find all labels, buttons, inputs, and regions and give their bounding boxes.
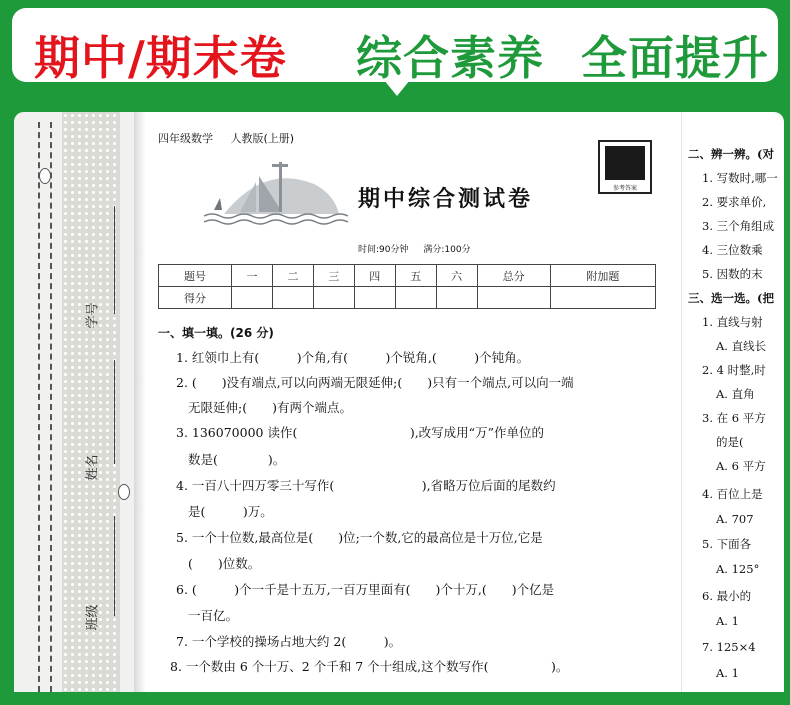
option-line: A. 直角 xyxy=(716,387,755,401)
question-line: 2. 4 时整,时 xyxy=(702,363,766,377)
score-table xyxy=(158,264,656,309)
cut-line-dashed xyxy=(50,122,52,692)
grade-subject-line xyxy=(158,130,308,146)
question-line: 3. 在 6 平方 xyxy=(702,411,766,425)
qr-caption: 参考答案 xyxy=(612,185,637,192)
exam-paper-photo xyxy=(14,112,784,692)
section-2-title: 二、辨一辨。(对 xyxy=(688,147,774,161)
score-cell[interactable] xyxy=(232,287,273,309)
time-score-line xyxy=(358,242,483,255)
section-3-title: 三、选一选。(把 xyxy=(688,291,774,305)
banner-slogan-2: 全面提升 xyxy=(581,31,770,85)
score-table-header-row xyxy=(159,265,656,287)
option-line: A. 1 xyxy=(716,614,739,628)
option-line: A. 1 xyxy=(716,666,739,680)
fill-line xyxy=(114,516,115,616)
table-cell: 四 xyxy=(354,265,395,287)
question-line: 一百亿。 xyxy=(188,608,239,623)
table-cell: 六 xyxy=(436,265,477,287)
question-line: 数是( )。 xyxy=(188,452,286,467)
fill-line xyxy=(114,360,115,464)
question-line: 3. 三个角组成 xyxy=(702,219,775,233)
option-line: A. 125° xyxy=(716,562,760,576)
question-line: 2. ( )没有端点,可以向两端无限延伸;( )只有一个端点,可以向一端 xyxy=(176,375,574,390)
question-line: 4. 一百八十四万零三十写作( ),省略万位后面的尾数约 xyxy=(176,478,556,493)
table-cell: 五 xyxy=(395,265,436,287)
question-line: 3. 136070000 读作( ),改写成用“万”作单位的 xyxy=(176,425,544,440)
fill-line xyxy=(114,206,115,314)
binding-hole-icon xyxy=(118,484,130,500)
score-cell[interactable] xyxy=(273,287,314,309)
score-cell[interactable] xyxy=(313,287,354,309)
question-line: 是( )万。 xyxy=(188,504,273,519)
grade-subject: 四年级数学 xyxy=(158,132,213,145)
score-cell[interactable] xyxy=(395,287,436,309)
table-cell: 附加题 xyxy=(550,265,655,287)
exam-time: 时间:90分钟 xyxy=(358,245,409,255)
banner-slogan-1: 综合素养 xyxy=(356,31,544,85)
question-line: 1. 写数时,哪一 xyxy=(702,171,778,185)
table-cell: 题号 xyxy=(159,265,232,287)
page-edge-shadow xyxy=(134,112,146,692)
binding-margin xyxy=(14,112,144,692)
score-cell[interactable] xyxy=(550,287,655,309)
question-line: 1. 红领巾上有( )个角,有( )个锐角,( )个钝角。 xyxy=(176,350,530,365)
table-cell: 一 xyxy=(232,265,273,287)
score-table-score-row xyxy=(159,287,656,309)
table-cell: 三 xyxy=(313,265,354,287)
question-line: 4. 百位上是 xyxy=(702,487,763,501)
question-line: 无限延伸;( )有两个端点。 xyxy=(188,400,352,415)
sailboat-illustration xyxy=(204,154,354,230)
qr-code-icon xyxy=(605,146,645,180)
question-line: 7. 一个学校的操场占地大约 2( )。 xyxy=(176,634,402,649)
table-cell: 总分 xyxy=(477,265,550,287)
question-line: 6. ( )个一千是十五万,一百万里面有( )个十万,( )个亿是 xyxy=(176,582,555,597)
banner-pointer xyxy=(384,80,410,96)
binding-hole-icon xyxy=(39,168,51,184)
question-line: ( )位数。 xyxy=(188,556,261,571)
table-cell: 二 xyxy=(273,265,314,287)
option-line: A. 6 平方 xyxy=(716,459,766,473)
promo-banner xyxy=(12,8,778,85)
exam-sheet xyxy=(146,112,681,692)
question-line: 5. 下面各 xyxy=(702,537,752,551)
exam-title: 期中综合测试卷 xyxy=(358,186,534,212)
question-line: 1. 直线与射 xyxy=(702,315,763,329)
student-name-label: 姓名 xyxy=(85,454,101,481)
cut-line-dashed xyxy=(38,122,40,692)
exam-full-score: 满分:100分 xyxy=(423,245,471,255)
student-number-label: 学号 xyxy=(85,302,101,329)
answer-qr-code[interactable] xyxy=(598,140,652,194)
right-page-column xyxy=(681,112,784,692)
question-line: 的是( xyxy=(716,435,744,449)
banner-red-title: 期中/期末卷 xyxy=(34,31,287,85)
question-line: 2. 要求单价, xyxy=(702,195,767,209)
question-line: 5. 一个十位数,最高位是( )位;一个数,它的最高位是十万位,它是 xyxy=(176,530,543,545)
question-line: 6. 最小的 xyxy=(702,589,752,603)
option-line: A. 707 xyxy=(716,512,754,526)
section-1-title: 一、填一填。(26 分) xyxy=(158,326,274,340)
option-line: A. 直线长 xyxy=(716,339,767,353)
question-line: 8. 一个数由 6 个十万、2 个千和 7 个十组成,这个数写作( )。 xyxy=(170,659,569,674)
question-line: 5. 因数的末 xyxy=(702,267,763,281)
score-cell[interactable] xyxy=(477,287,550,309)
question-line: 4. 三位数乘 xyxy=(702,243,763,257)
banner-green-slogan xyxy=(356,22,789,88)
question-line: 7. 125×4 xyxy=(702,640,756,654)
textbook-edition: 人教版(上册) xyxy=(230,132,295,145)
score-cell[interactable] xyxy=(354,287,395,309)
score-cell[interactable] xyxy=(436,287,477,309)
class-label: 班级 xyxy=(85,604,101,631)
table-cell: 得分 xyxy=(159,287,232,309)
